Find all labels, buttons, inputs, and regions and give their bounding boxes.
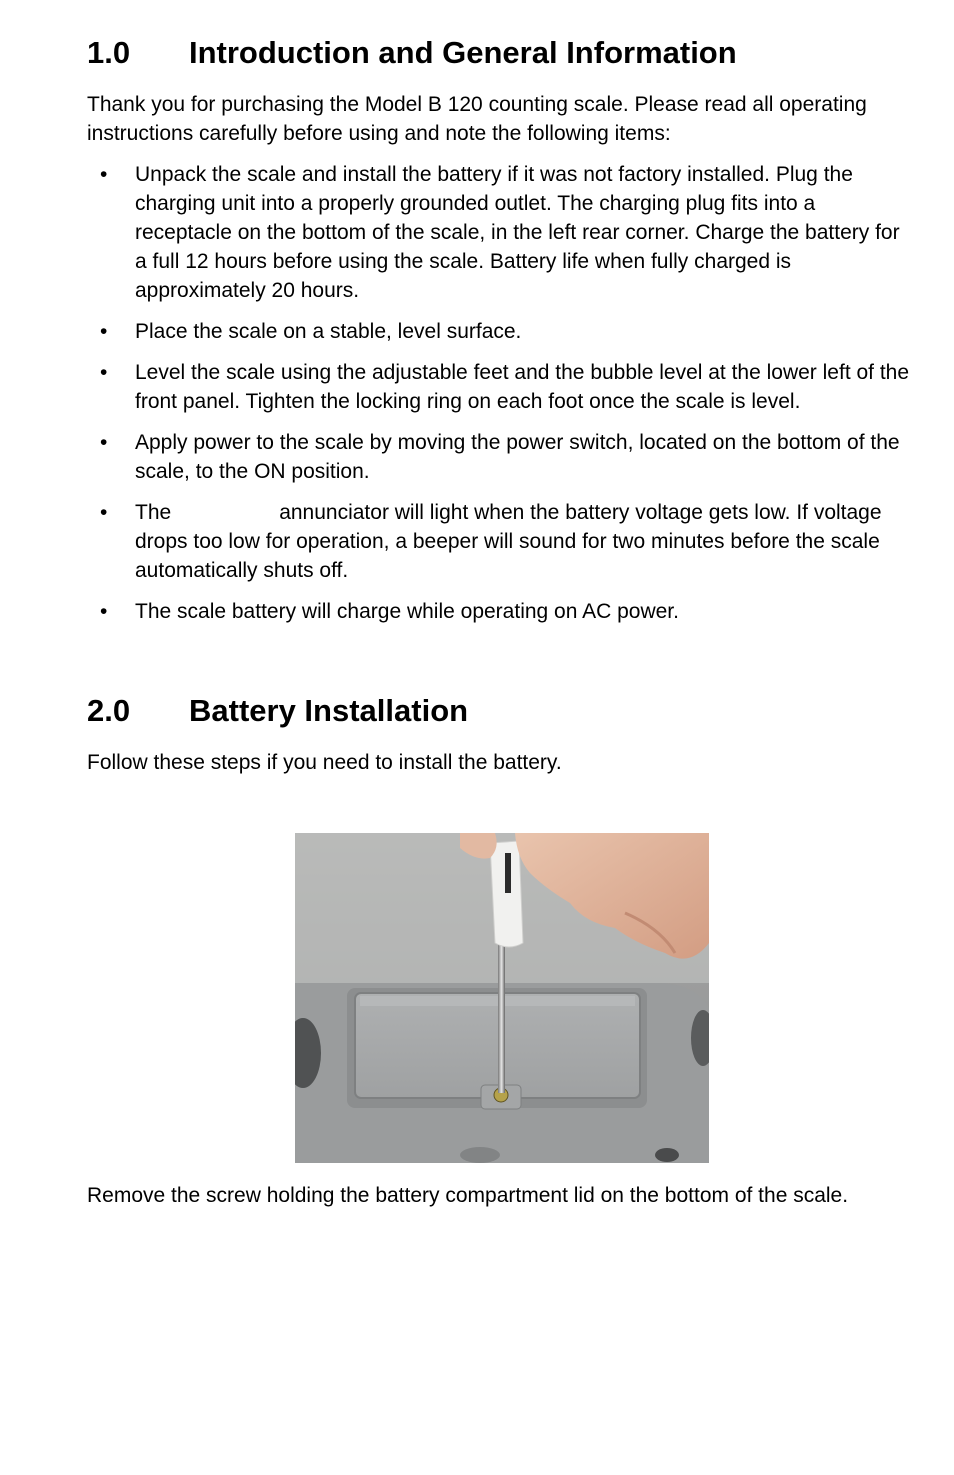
list-item-text: Apply power to the scale by moving the power switch, located on the bottom of the scale, to the ON position. xyxy=(135,431,900,483)
section-2-heading xyxy=(87,693,468,729)
list-item-text: The scale battery will charge while operating on AC power. xyxy=(135,600,679,623)
bullet-icon: • xyxy=(100,320,108,343)
section-2-number: 2.0 xyxy=(87,693,131,728)
section-1-intro: Thank you for purchasing the Model B 120 counting scale. Please read all operating instructions carefully before using and note the following items: xyxy=(87,93,867,145)
annunciator-text-end: annunciator will light when the battery voltage gets low. If voltage drops too low for operation, a beeper will sound for two minutes before the scale automatically shuts off. xyxy=(135,501,882,582)
list-item-text: Level the scale using the adjustable feet and the bubble level at the lower left of the front panel. Tighten the locking ring on each foot once the scale is level. xyxy=(135,361,910,413)
bullet-icon: • xyxy=(100,600,108,623)
instructions-list xyxy=(87,160,917,638)
photo-caption: Remove the screw holding the battery compartment lid on the bottom of the scale. xyxy=(87,1184,849,1207)
section-2-intro: Follow these steps if you need to install the battery. xyxy=(87,751,562,774)
battery-lid-photo xyxy=(295,833,709,1163)
annunciator-text-start: The xyxy=(135,501,172,524)
bullet-icon: • xyxy=(100,431,108,454)
bullet-icon: • xyxy=(100,501,108,524)
section-1-number: 1.0 xyxy=(87,35,131,70)
bullet-icon: • xyxy=(100,163,108,186)
bullet-icon: • xyxy=(100,361,108,384)
list-item xyxy=(87,498,917,585)
list-item-text: Unpack the scale and install the battery if it was not factory installed. Plug the charging unit into a properly grounded outlet. The charging plug fits into a receptacle on the bottom of the scale, in the left rear corner. Charge the battery for a full 12 hours before using the scale. Battery life when fully charged is approximately 20 hours. xyxy=(135,163,900,302)
section-1-title: Introduction and General Information xyxy=(189,35,737,70)
screwdriver-on-battery-lid-photo-icon xyxy=(295,833,709,1163)
list-item xyxy=(87,317,917,346)
list-item-text: Place the scale on a stable, level surface. xyxy=(135,320,522,343)
list-item xyxy=(87,358,917,416)
section-2-title: Battery Installation xyxy=(189,693,469,728)
list-item xyxy=(87,428,917,486)
list-item xyxy=(87,160,917,305)
list-item xyxy=(87,597,917,626)
section-1-heading xyxy=(87,35,737,71)
